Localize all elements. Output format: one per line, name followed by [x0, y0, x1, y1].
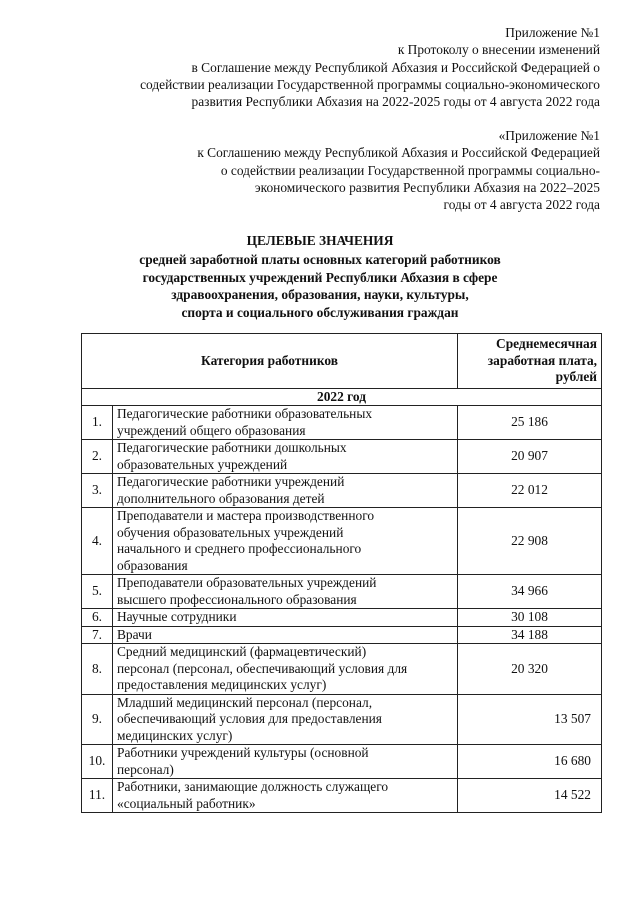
category-cell: [113, 406, 458, 440]
table-row: [82, 694, 602, 745]
category-line: учреждений общего образования: [117, 422, 306, 438]
category-cell: [113, 440, 458, 474]
appendix-line: «Приложение №1: [498, 128, 600, 143]
subtitle-line: спорта и социального обслуживания граждан: [181, 304, 459, 320]
salary-cell: 22 012: [458, 474, 602, 508]
category-line: обеспечивающий условия для предоставления: [117, 711, 382, 726]
row-number: 6.: [82, 609, 113, 627]
table-row: [82, 609, 602, 627]
category-line: персонал (персонал, обеспечивающий условия для: [117, 660, 408, 676]
row-number: 1.: [82, 406, 113, 440]
salary-cell: 20 907: [458, 440, 602, 474]
year-row: [82, 388, 602, 406]
salary-cell: 25 186: [458, 406, 602, 440]
row-number: 4.: [82, 508, 113, 575]
subtitle-line: здравоохранения, образования, науки, культуры,: [171, 287, 469, 302]
category-cell: [113, 575, 458, 609]
row-number: 11.: [82, 779, 113, 813]
salary-cell: 13 507: [458, 694, 602, 745]
appendix-line: годы от 4 августа 2022 года: [443, 197, 600, 213]
category-line: Преподаватели образовательных учреждений: [117, 575, 377, 590]
salary-cell: 30 108: [458, 609, 602, 627]
category-cell: [113, 745, 458, 779]
row-number: 2.: [82, 440, 113, 474]
appendix-line: к Соглашению между Республикой Абхазия и Российской Федерацией: [197, 145, 600, 161]
table-header-row: [82, 334, 602, 389]
salary-cell: 20 320: [458, 644, 602, 695]
category-cell: [113, 644, 458, 695]
salary-cell: 34 966: [458, 575, 602, 609]
salary-cell: 14 522: [458, 779, 602, 813]
category-line: обучения образовательных учреждений: [117, 524, 344, 540]
category-line: начального и среднего профессионального: [117, 541, 362, 556]
salary-header-line: Среднемесячная: [496, 336, 597, 351]
category-line: Научные сотрудники: [117, 609, 237, 624]
salary-header-line: рублей: [555, 369, 597, 384]
category-line: Педагогические работники образовательных: [117, 406, 373, 421]
category-line: Преподаватели и мастера производственного: [117, 508, 375, 523]
category-line: Работники, занимающие должность служащего: [117, 779, 389, 794]
category-cell: [113, 609, 458, 627]
salary-header-line: заработная плата,: [487, 352, 597, 368]
category-line: Младший медицинский персонал (персонал,: [117, 694, 373, 710]
appendix-line: в Соглашение между Республикой Абхазия и Российской Федерацией о: [191, 59, 600, 75]
category-line: Педагогические работники учреждений: [117, 474, 345, 489]
table-row: [82, 508, 602, 575]
appendix-line: экономического развития Республики Абхазия на 2022–2025: [254, 179, 600, 195]
category-cell: [113, 779, 458, 813]
category-line: персонал): [117, 761, 174, 777]
table-row: [82, 779, 602, 813]
salary-cell: 22 908: [458, 508, 602, 575]
subtitle-line: средней заработной платы основных категорий работников: [139, 252, 501, 267]
salary-column-header: [458, 334, 602, 389]
table-row: [82, 474, 602, 508]
table-row: [82, 440, 602, 474]
category-line: образования: [117, 557, 188, 573]
appendix-line: содействии реализации Государственной программы социально-экономического: [140, 76, 600, 92]
salary-cell: 34 188: [458, 626, 602, 644]
table-row: [82, 575, 602, 609]
table-row: [82, 626, 602, 644]
row-number: 8.: [82, 644, 113, 695]
salary-table: [81, 333, 602, 813]
category-line: Педагогические работники дошкольных: [117, 440, 347, 455]
category-cell: [113, 694, 458, 745]
category-line: медицинских услуг): [117, 727, 233, 743]
table-row: [82, 644, 602, 695]
document-subtitle: [40, 251, 600, 321]
appendix-line: к Протоколу о внесении изменений: [397, 42, 600, 58]
category-column-header: Категория работников: [82, 334, 458, 389]
salary-cell: 16 680: [458, 745, 602, 779]
category-line: Работники учреждений культуры (основной: [117, 745, 369, 760]
row-number: 10.: [82, 745, 113, 779]
category-line: дополнительного образования детей: [117, 490, 325, 506]
category-line: высшего профессионального образования: [117, 591, 357, 607]
table-row: [82, 745, 602, 779]
row-number: 7.: [82, 626, 113, 644]
row-number: 5.: [82, 575, 113, 609]
category-line: образовательных учреждений: [117, 456, 288, 472]
document-title: ЦЕЛЕВЫЕ ЗНАЧЕНИЯ: [246, 233, 394, 248]
appendix-line: о содействии реализации Государственной программы социально-: [220, 162, 600, 178]
agreement-appendix-header: [40, 127, 600, 213]
category-cell: [113, 474, 458, 508]
category-cell: [113, 508, 458, 575]
table-row: [82, 406, 602, 440]
category-line: предоставления медицинских услуг): [117, 677, 327, 692]
category-line: Врачи: [117, 626, 152, 642]
category-line: «социальный работник»: [117, 795, 256, 811]
appendix-line: развития Республики Абхазия на 2022-2025 годы от 4 августа 2022 года: [191, 94, 600, 110]
appendix-header: [40, 24, 600, 110]
category-line: Средний медицинский (фармацевтический): [117, 644, 367, 659]
row-number: 3.: [82, 474, 113, 508]
appendix-line: Приложение №1: [505, 25, 600, 40]
row-number: 9.: [82, 694, 113, 745]
category-cell: [113, 626, 458, 644]
year-label: 2022 год: [82, 388, 602, 406]
subtitle-line: государственных учреждений Республики Абхазия в сфере: [142, 269, 498, 285]
